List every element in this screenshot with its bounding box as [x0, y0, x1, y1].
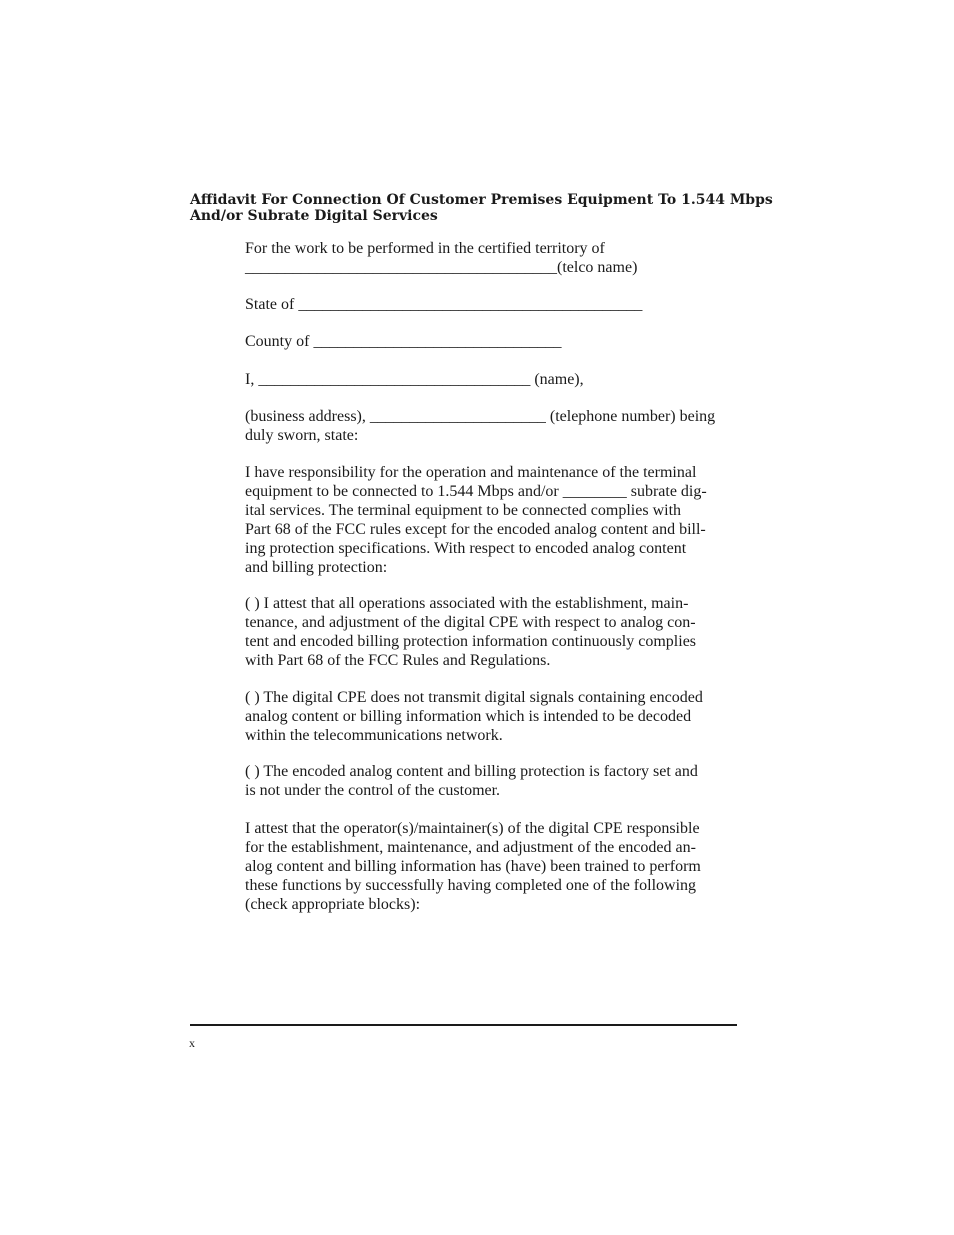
- option-2-line-1: ( ) The digital CPE does not transmit digital signals containing encoded: [245, 689, 703, 706]
- option-1-paragraph: [245, 594, 745, 670]
- responsibility-line-2: equipment to be connected to 1.544 Mbps and/or ________ subrate dig-: [245, 483, 707, 500]
- territory-paragraph: [245, 239, 745, 277]
- title-line-2: And/or Subrate Digital Services: [190, 208, 438, 224]
- county-line-text: County of _______________________________: [245, 333, 562, 350]
- option-2-paragraph: [245, 688, 745, 745]
- option-2-line-3: within the telecommunications network.: [245, 727, 503, 744]
- address-paragraph: [245, 407, 745, 445]
- title-line-1: Affidavit For Connection Of Customer Premises Equipment To 1.544 Mbps: [190, 192, 773, 208]
- option-1-line-4: with Part 68 of the FCC Rules and Regulations.: [245, 652, 551, 669]
- option-3-paragraph: [245, 762, 745, 800]
- footer-divider: [190, 1024, 737, 1026]
- responsibility-paragraph: [245, 463, 745, 577]
- option-1-line-3: tent and encoded billing protection information continuously complies: [245, 633, 697, 650]
- state-line: [245, 295, 745, 314]
- address-line-2: duly sworn, state:: [245, 427, 359, 444]
- training-line-2: for the establishment, maintenance, and adjustment of the encoded an-: [245, 839, 696, 856]
- training-line-1: I attest that the operator(s)/maintainer(s) of the digital CPE responsible: [245, 820, 700, 837]
- responsibility-line-5: ing protection specifications. With respect to encoded analog content: [245, 540, 687, 557]
- option-2-line-2: analog content or billing information which is intended to be decoded: [245, 708, 692, 725]
- responsibility-line-3: ital services. The terminal equipment to be connected complies with: [245, 502, 682, 519]
- state-line-text: State of ___________________________________________: [245, 296, 643, 313]
- training-line-3: alog content and billing information has (have) been trained to perform: [245, 858, 701, 875]
- responsibility-line-4: Part 68 of the FCC rules except for the encoded analog content and bill-: [245, 521, 706, 538]
- address-line-1: (business address), ______________________ (telephone number) being: [245, 408, 716, 425]
- name-line: [245, 370, 745, 389]
- training-line-5: (check appropriate blocks):: [245, 896, 421, 913]
- option-3-line-2: is not under the control of the customer.: [245, 782, 501, 799]
- responsibility-line-6: and billing protection:: [245, 559, 388, 576]
- responsibility-line-1: I have responsibility for the operation and maintenance of the terminal: [245, 464, 697, 481]
- document-title: [190, 192, 773, 224]
- territory-line-1: For the work to be performed in the certified territory of: [245, 240, 605, 257]
- option-1-line-1: ( ) I attest that all operations associated with the establishment, main-: [245, 595, 689, 612]
- name-line-text: I, __________________________________ (name),: [245, 371, 584, 388]
- territory-line-2: _______________________________________(telco name): [245, 259, 638, 276]
- training-line-4: these functions by successfully having completed one of the following: [245, 877, 697, 894]
- option-1-line-2: tenance, and adjustment of the digital CPE with respect to analog con-: [245, 614, 696, 631]
- training-paragraph: [245, 819, 745, 914]
- county-line: [245, 332, 745, 351]
- option-3-line-1: ( ) The encoded analog content and billing protection is factory set and: [245, 763, 698, 780]
- page-number: x: [189, 1036, 195, 1050]
